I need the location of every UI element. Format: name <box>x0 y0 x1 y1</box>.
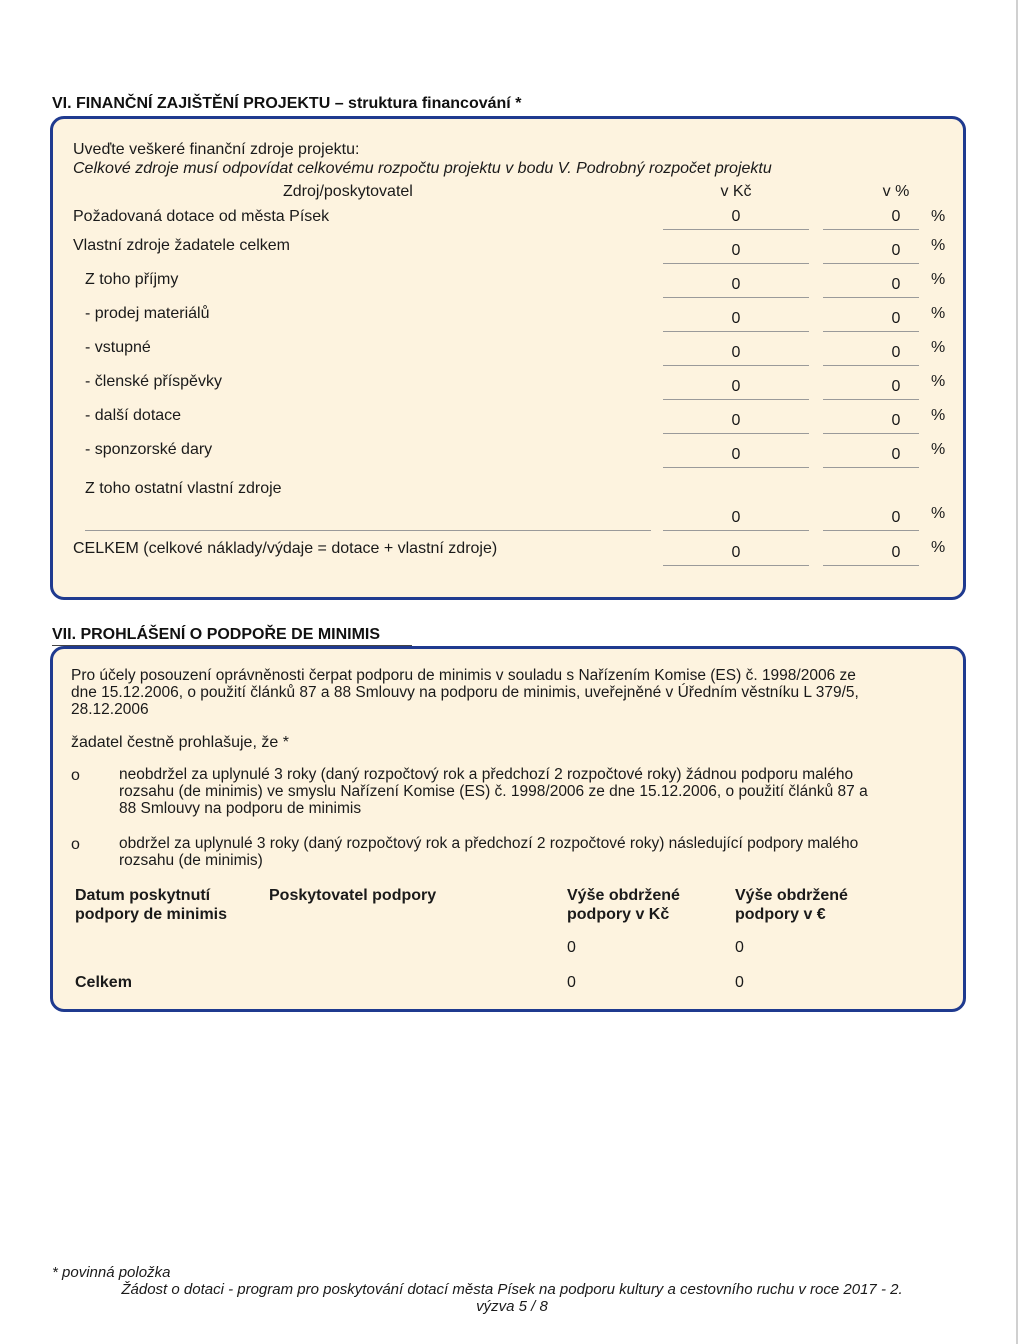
option-2-radio[interactable]: o <box>71 836 80 853</box>
header-line: podpory v Kč <box>567 906 670 923</box>
row-label: Vlastní zdroje žadatele celkem <box>73 237 290 254</box>
total-pct-unit: % <box>931 539 946 556</box>
header-amount-eur <box>735 886 848 924</box>
pct-underline <box>823 433 919 434</box>
financing-panel <box>50 116 966 600</box>
pct-underline <box>823 263 919 264</box>
row-pct-value: 0 <box>891 310 901 327</box>
header-line: Datum poskytnutí <box>75 887 211 904</box>
page-edge <box>1016 0 1018 1344</box>
row-label: - členské příspěvky <box>85 373 222 390</box>
row-pct-unit: % <box>931 271 946 288</box>
header-line: Výše obdržené <box>567 887 680 904</box>
row-label: - prodej materiálů <box>85 305 210 322</box>
other-czk-value: 0 <box>731 509 741 526</box>
total-label: CELKEM (celkové náklady/výdaje = dotace + vlastní zdroje) <box>73 540 498 557</box>
row-czk-value: 0 <box>731 242 741 259</box>
row-czk-value: 0 <box>731 378 741 395</box>
footer-line-1: Žádost o dotaci - program pro poskytování dotací města Písek na podporu kultury a cestovního ruchu v roce 2017 - 2. <box>121 1281 903 1298</box>
pct-underline <box>823 530 919 531</box>
row-czk-value: 0 <box>731 310 741 327</box>
czk-underline <box>663 365 809 366</box>
option-line: 88 Smlouvy na podporu de minimis <box>119 800 362 817</box>
row-label: - další dotace <box>85 407 182 424</box>
czk-underline <box>663 433 809 434</box>
option-1-radio[interactable]: o <box>71 767 80 784</box>
declaration-text: žadatel čestně prohlašuje, že * <box>71 734 289 751</box>
pct-underline <box>823 297 919 298</box>
row-czk-value: 0 <box>731 344 741 361</box>
row-pct-value: 0 <box>891 242 901 259</box>
row-pct-value: 0 <box>891 412 901 429</box>
financing-note: Celkové zdroje musí odpovídat celkovému rozpočtu projektu v bodu V. Podrobný rozpočet projektu <box>73 160 772 177</box>
row-czk-value: 0 <box>731 412 741 429</box>
row-pct-value: 0 <box>891 378 901 395</box>
row-label: - vstupné <box>85 339 151 356</box>
row-pct-unit: % <box>931 237 946 254</box>
section-6-title: VI. FINANČNÍ ZAJIŠTĚNÍ PROJEKTU – struktura financování * <box>52 95 522 112</box>
intro-line: 28.12.2006 <box>71 701 149 718</box>
option-line: neobdržel za uplynulé 3 roky (daný rozpočtový rok a předchozí 2 rozpočtové roky) žádnou podporu malého <box>119 766 854 783</box>
intro-line: dne 15.12.2006, o použití článků 87 a 88 Smlouvy na podporu de minimis, uveřejněné v Úředním věstníku L 379/5, <box>71 684 859 701</box>
option-2-text <box>119 835 939 869</box>
czk-underline <box>663 530 809 531</box>
pct-underline <box>823 365 919 366</box>
row-pct-value: 0 <box>891 208 901 225</box>
row-label: - sponzorské dary <box>85 441 213 458</box>
total-czk-value: 0 <box>731 544 741 561</box>
other-pct-value: 0 <box>891 509 901 526</box>
row-pct-value: 0 <box>891 276 901 293</box>
footer-line-2: výzva 5 / 8 <box>476 1298 548 1315</box>
czk-underline <box>663 399 809 400</box>
header-provider <box>269 886 436 905</box>
col-czk-header: v Kč <box>720 183 752 200</box>
pct-underline <box>823 467 919 468</box>
row-amount-czk: 0 <box>567 939 576 956</box>
row-pct-unit: % <box>931 339 946 356</box>
row-pct-value: 0 <box>891 344 901 361</box>
czk-underline <box>663 263 809 264</box>
czk-underline <box>663 229 809 230</box>
other-pct-unit: % <box>931 505 946 522</box>
option-line: rozsahu (de minimis) ve smyslu Nařízení Komise (ES) č. 1998/2006 ze dne 15.12.2006, o použití článků 87 a <box>119 783 868 800</box>
row-pct-value: 0 <box>891 446 901 463</box>
section-7-title: VII. PROHLÁŠENÍ O PODPOŘE DE MINIMIS <box>52 626 381 643</box>
other-sources-underline <box>85 530 651 531</box>
option-line: obdržel za uplynulé 3 roky (daný rozpočtový rok a předchozí 2 rozpočtové roky) následující podpory malého <box>119 835 859 852</box>
other-sources-label: Z toho ostatní vlastní zdroje <box>85 480 282 497</box>
financing-intro: Uveďte veškeré finanční zdroje projektu: <box>73 141 360 158</box>
col-source-header: Zdroj/poskytovatel <box>283 183 413 200</box>
header-line: podpory de minimis <box>75 906 228 923</box>
pct-underline <box>823 331 919 332</box>
header-amount-czk <box>567 886 680 924</box>
pct-underline <box>823 229 919 230</box>
pct-underline <box>823 565 919 566</box>
row-czk-value: 0 <box>731 208 741 225</box>
row-czk-value: 0 <box>731 446 741 463</box>
header-line: podpory v € <box>735 906 826 923</box>
row-pct-unit: % <box>931 373 946 390</box>
total-pct-value: 0 <box>891 544 901 561</box>
czk-underline <box>663 467 809 468</box>
col-pct-header: v % <box>882 183 910 200</box>
intro-line: Pro účely posouzení oprávněnosti čerpat podporu de minimis v souladu s Nařízením Komise (ES) č. 1998/2006 ze <box>71 667 856 684</box>
total-amount-czk: 0 <box>567 974 576 991</box>
de-minimis-panel <box>50 646 966 1012</box>
required-note: * povinná položka <box>52 1264 171 1281</box>
row-czk-value: 0 <box>731 276 741 293</box>
header-line: Výše obdržené <box>735 887 848 904</box>
row-pct-unit: % <box>931 441 946 458</box>
de-minimis-intro <box>71 667 937 718</box>
option-1-text <box>119 766 939 817</box>
row-label: Požadovaná dotace od města Písek <box>73 208 330 225</box>
pct-underline <box>823 399 919 400</box>
czk-underline <box>663 297 809 298</box>
czk-underline <box>663 565 809 566</box>
option-line: rozsahu (de minimis) <box>119 852 263 869</box>
row-pct-unit: % <box>931 208 946 225</box>
row-amount-eur: 0 <box>735 939 744 956</box>
header-line: Poskytovatel podpory <box>269 887 437 904</box>
row-pct-unit: % <box>931 407 946 424</box>
total-amount-eur: 0 <box>735 974 744 991</box>
row-pct-unit: % <box>931 305 946 322</box>
row-label: Z toho příjmy <box>85 271 179 288</box>
header-date <box>75 886 227 924</box>
total-label: Celkem <box>75 974 132 991</box>
czk-underline <box>663 331 809 332</box>
